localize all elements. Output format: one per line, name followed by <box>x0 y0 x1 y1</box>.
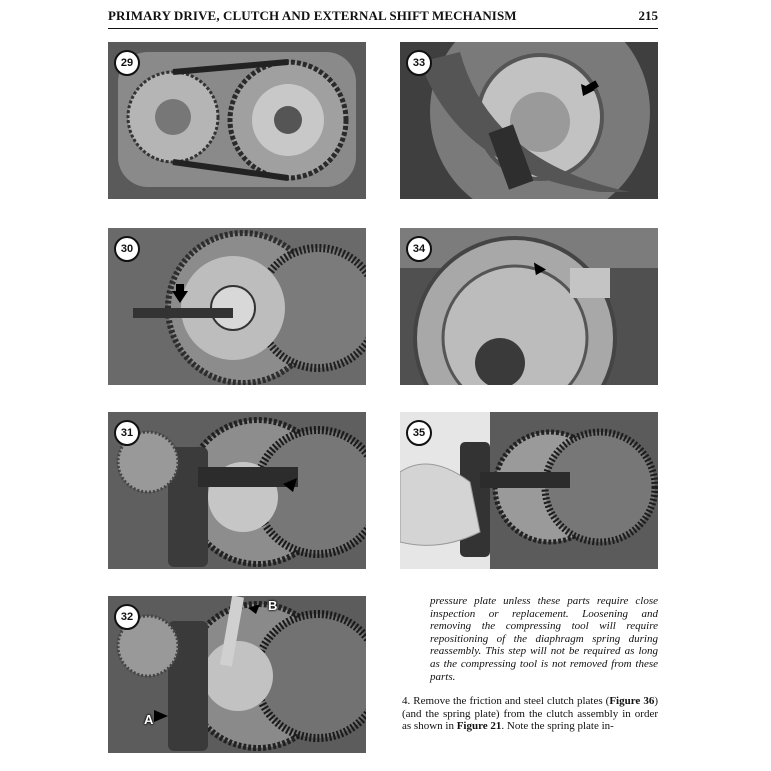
figure-34-photo <box>400 228 658 385</box>
callout-b-label: B <box>268 598 278 613</box>
figure-number-badge: 31 <box>114 420 140 446</box>
figure-21-reference: Figure 21 <box>456 720 502 733</box>
figure-number-badge: 29 <box>114 50 140 76</box>
step-4-text-3: . Note the spring plate in- <box>501 720 614 733</box>
diaphragm-spring-illustration <box>400 228 658 385</box>
figure-29-photo <box>108 42 366 199</box>
page-number: 215 <box>638 8 658 23</box>
figure-number-badge: 30 <box>114 236 140 262</box>
note-paragraph: pressure plate unless these parts require close inspection or replacement. Loosening and removing the compressing tool will require repositioning of the diaphragm spring during reassembly. This step will not be required as long as the compressing tool is not removed from these parts. <box>430 595 658 683</box>
primary-drive-illustration <box>108 42 366 199</box>
hand-on-tool-illustration <box>400 412 658 569</box>
page-header <box>108 6 658 29</box>
chapter-title: PRIMARY DRIVE, CLUTCH AND EXTERNAL SHIFT MECHANISM <box>108 8 517 23</box>
figure-number-badge: 33 <box>406 50 432 76</box>
figure-35-photo <box>400 412 658 569</box>
step-4-text-1: 4. Remove the friction and steel clutch plates ( <box>402 695 610 708</box>
figure-number-badge: 34 <box>406 236 432 262</box>
compressing-tool-illustration <box>108 412 366 569</box>
figure-number-badge: 32 <box>114 604 140 630</box>
callout-a-label: A <box>144 712 154 727</box>
tool-and-wrench-illustration <box>108 596 366 753</box>
figure-31-photo <box>108 412 366 569</box>
clutch-tool-illustration <box>400 42 658 199</box>
figure-33-photo <box>400 42 658 199</box>
step-4-text-2: ) (and the spring plate) from the clutch assembly in order as shown in <box>402 695 658 733</box>
figure-number-badge: 35 <box>406 420 432 446</box>
step-4-paragraph <box>402 695 658 733</box>
clutch-pressure-plate-illustration <box>108 228 366 385</box>
body-text <box>402 595 658 733</box>
figure-30-photo <box>108 228 366 385</box>
figure-32-photo <box>108 596 366 753</box>
figure-36-reference: Figure 36 <box>609 695 655 708</box>
